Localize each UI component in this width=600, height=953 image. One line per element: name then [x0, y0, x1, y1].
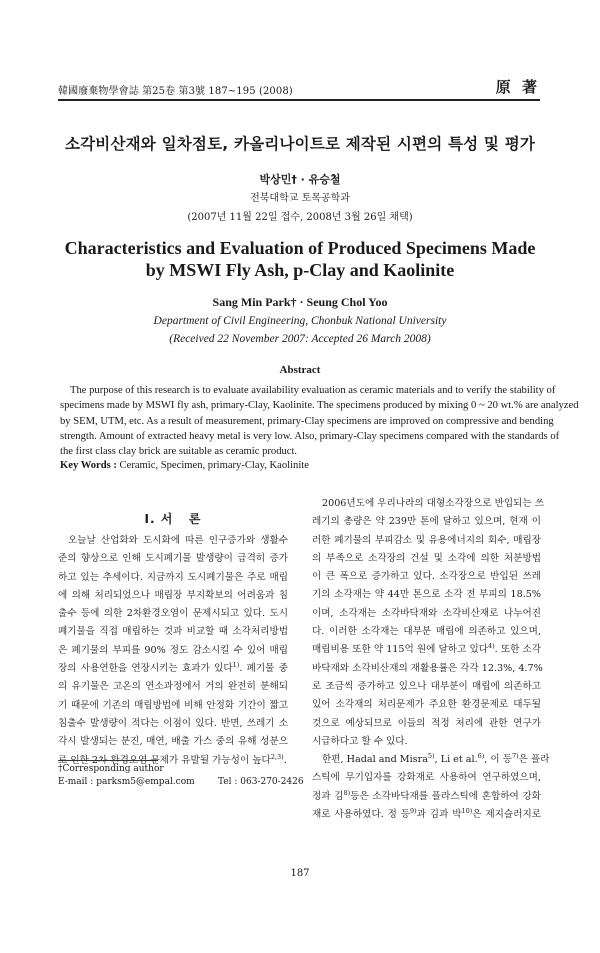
keywords	[60, 460, 541, 471]
abstract-line: strength. Amount of extracted heavy metal is very low. Also, primary-Clay specimens compared with the standards of	[60, 430, 560, 442]
body-line: 로 조금씩 증가하고 있으나 대부분이 매립에 의존하고	[312, 680, 541, 692]
page-number: 187	[290, 868, 310, 879]
body-line: 은 폐기물의 부피를 90% 정도 감소시킬 수 있어 매립	[58, 644, 288, 656]
body-line: 각시 발생되는 분진, 매연, 배출 가스 중의 유해 성분으	[58, 736, 288, 748]
body-line: 러한 폐기물의 부피감소 및 유용에너지의 회수, 매립장	[312, 534, 541, 546]
body-line: 의 유기물은 고온의 연소과정에서 거의 완전히 분해되	[58, 681, 288, 693]
body-line-text: 로 인한 2차 환경오염 문제가 유발될 가능성이 높다	[58, 754, 271, 766]
body-line: 있어 소각재의 처리문제가 주요한 환경문제로 대두될	[312, 699, 541, 711]
abstract-line: the first class clay brick are suitable as ceramic product.	[60, 446, 298, 458]
author-phone: Tel : 063-270-2426	[218, 777, 304, 787]
body-line: 침출수 발생량이 적다는 이점이 있다. 반면, 쓰레기 소	[58, 717, 288, 729]
article-type-label: 原 著	[495, 78, 540, 96]
korean-affiliation: 전북대학교 토목공학과	[250, 193, 350, 204]
section-heading-introduction: I. 서 론	[144, 512, 202, 526]
body-line-text: 매립비용 또한 약 115억 원에 달하고 있다	[312, 644, 488, 656]
body-line: 이며, 소각재는 소각바닥재와 소각비산재로 나누어진	[312, 607, 541, 619]
body-line-text: 과 김과 박	[416, 809, 462, 821]
body-line-text: 한편, Hadal and Misra	[322, 754, 428, 766]
body-line-text: . 또한 소각	[494, 644, 541, 656]
reference-marker: 7)	[511, 751, 519, 760]
body-line: 다. 이러한 소각재는 대부분 매립에 의존하고 있으며,	[312, 626, 541, 638]
body-line: 2006년도에 우리나라의 대형소각장으로 반입되는 쓰	[322, 498, 544, 509]
body-line-text: 장의 사용연한을 연장시키는 효과가 있다	[58, 663, 233, 675]
reference-marker: 6)	[477, 751, 485, 760]
keywords-label: Key Words :	[60, 460, 117, 471]
body-line: 바닥재와 소각비산재의 재활용률은 각각 12.3%, 4.7%	[312, 662, 543, 674]
header-rule	[58, 99, 540, 101]
body-line-text: , Li et al.	[434, 754, 478, 766]
english-dates: (Received 22 November 2007: Accepted 26 March 2008)	[169, 333, 431, 345]
left-column-text	[58, 532, 288, 770]
body-line	[312, 641, 541, 659]
korean-authors: 박상민† · 유승철	[259, 173, 341, 186]
body-line: 시급하다고 할 수 있다.	[312, 735, 408, 747]
keywords-text: Ceramic, Specimen, primary-Clay, Kaolinite	[116, 460, 309, 471]
body-line-text: 정과 김	[312, 790, 344, 802]
body-line	[58, 660, 288, 678]
right-column-text	[312, 495, 550, 824]
body-line: 이 큰 폭으로 증가하고 있다. 소각장으로 반입된 쓰레	[312, 571, 541, 583]
corresponding-author-note: †Corresponding author	[58, 764, 164, 774]
body-line: 기 때문에 기존의 매립방법에 비해 안정화 기간이 짧고	[58, 699, 288, 711]
body-line-text: 은 플라	[518, 754, 550, 766]
english-title-line-1: Characteristics and Evaluation of Produced Specimens Made	[64, 238, 536, 258]
reference-marker: 9)	[410, 806, 417, 815]
reference-marker: 8)	[343, 788, 351, 797]
abstract-line: The purpose of this research is to evaluate availability evaluation as ceramic materials and to verify the stability of	[70, 385, 556, 396]
body-line	[312, 806, 541, 824]
body-line-text: 등은 소각바닥재를 플라스틱에 혼합하여 강화	[350, 790, 541, 802]
body-line: 하고 있는 추세이다. 지금까지 도시폐기물은 주로 매립	[58, 571, 288, 583]
reference-marker: 4)	[487, 642, 495, 651]
body-line: 오늘날 산업화와 도시화에 따른 인구증가와 생활수	[68, 535, 288, 546]
body-line: 것으로 예상되므로 이들의 적정 처리에 관한 연구가	[312, 717, 541, 729]
body-line-text: , 이 등	[484, 754, 512, 766]
english-affiliation: Department of Civil Engineering, Chonbuk National University	[153, 315, 447, 327]
body-line: 로 인한 2차 환경오염 문제가 유발될 가능성이 높다$^{2,3)}$.	[58, 752, 287, 766]
reference-marker: 5)	[427, 751, 435, 760]
english-title-line-2: by MSWI Fly Ash, p-Clay and Kaolinite	[145, 260, 455, 280]
abstract-line: by SEM, UTM, etc. As a result of measurement, primary-Clay specimens are improved on compressive and bending	[60, 415, 554, 427]
footnote-rule	[58, 760, 158, 761]
reference-marker: 1)	[232, 660, 240, 669]
body-line-text: . 폐기물 중	[239, 663, 288, 675]
body-line: 의 부족으로 소각장의 건설 및 소각에 의한 처분방법	[312, 552, 541, 564]
body-line: 레기의 총량은 약 239만 톤에 달하고 있으며, 현재 이	[312, 516, 541, 528]
abstract-heading: Abstract	[279, 364, 321, 376]
body-line: 기의 소각재는 약 44만 톤으로 소각 전 부피의 18.5%	[312, 589, 541, 601]
body-line: 출수 등에 의한 2차환경오염이 문제시되고 있다. 도시	[58, 608, 288, 620]
abstract-line: specimens made by MSWI fly ash, primary-Clay, Kaolinite. The specimens produced by mixing 0 ~ 20 wt.% are analyzed	[60, 400, 579, 412]
body-line: 에 의해 처리되었으나 매립장 부지확보의 어려움과 침	[58, 589, 288, 601]
korean-title: 소각비산재와 일차점토, 카올리나이트로 제작된 시편의 특성 및 평가	[64, 135, 536, 153]
author-email: E-mail : parksm5@empal.com	[58, 777, 195, 787]
abstract-body	[60, 383, 579, 459]
body-line	[312, 788, 541, 806]
reference-marker: 10)	[461, 806, 473, 815]
body-line-text: 은 제지슬러지로	[472, 809, 542, 821]
body-line-text: 재로 사용하였다. 정 등	[312, 809, 411, 821]
body-line: 준의 향상으로 인해 도시폐기물 발생량이 급격히 증가	[58, 553, 288, 565]
reference-marker: 2,3)	[270, 752, 284, 761]
journal-citation: 韓國廢棄物學會誌 第25卷 第3號 187~195 (2008)	[58, 86, 293, 97]
english-authors: Sang Min Park† · Seung Chol Yoo	[212, 295, 388, 309]
body-line	[312, 751, 550, 769]
body-line: 폐기물을 직접 매립하는 것과 비교할 때 소각처리방법	[58, 626, 288, 638]
korean-dates: (2007년 11월 22일 접수, 2008년 3월 26일 채택)	[187, 212, 413, 223]
body-line: 스틱에 무기입자를 강화재로 사용하여 연구하였으며,	[312, 772, 541, 784]
author-contact	[58, 777, 304, 787]
